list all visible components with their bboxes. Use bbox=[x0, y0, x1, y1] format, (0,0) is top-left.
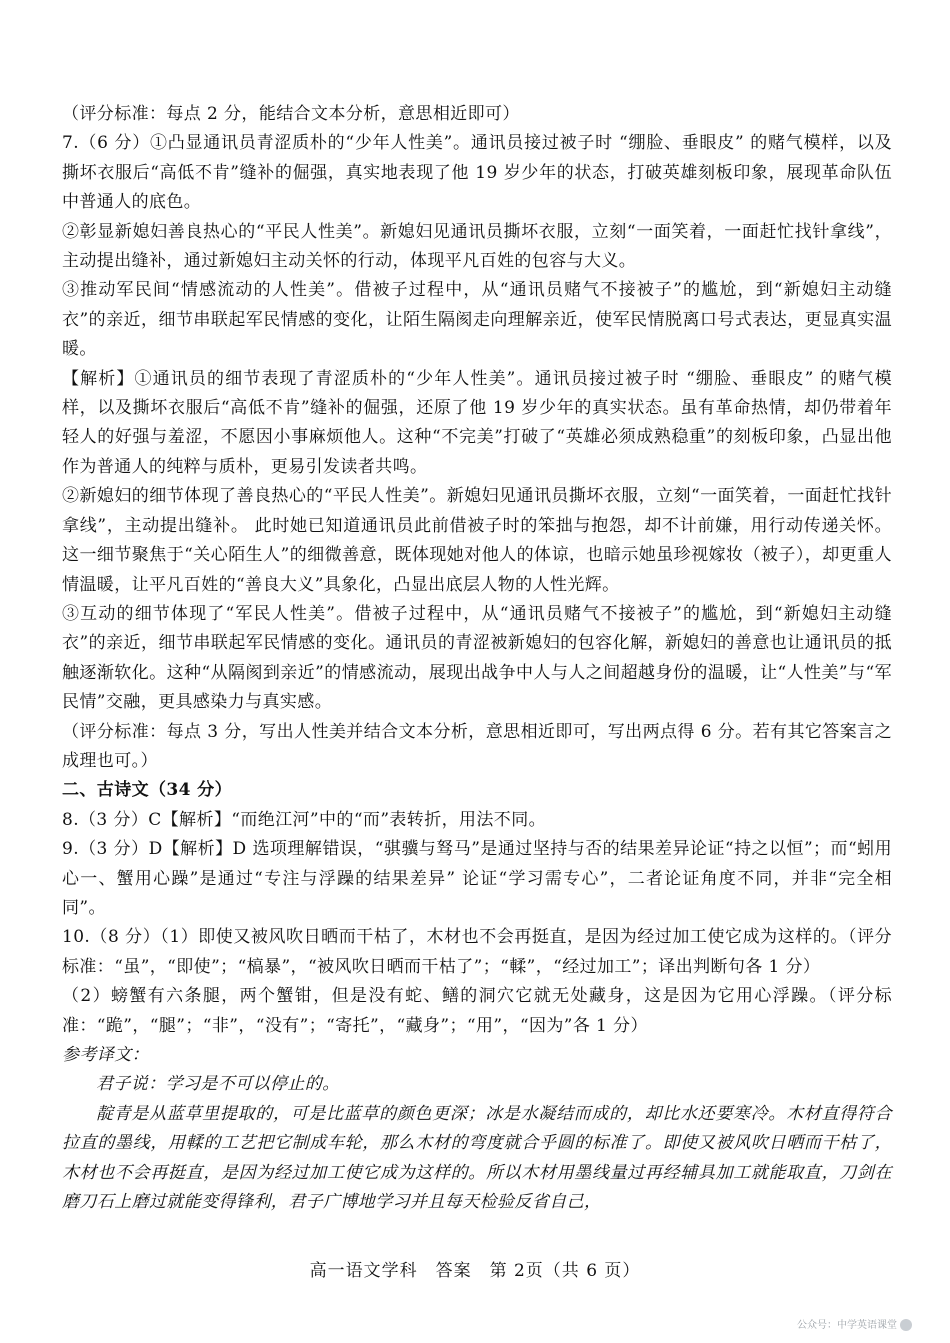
q10-answer-1: 10.（8 分）（1）即使又被风吹日晒而干枯了，木材也不会再挺直，是因为经过加工使它成为这样的。（评分标准：“虽”，“即使”；“槁暴”，“被风吹日晒而干枯了”；“輮”，“经过加工”；译出判断句各 1 分） bbox=[62, 927, 892, 977]
watermark-text: 公众号：中学英语课堂 bbox=[797, 1320, 897, 1331]
q7-analysis-1: 【解析】①通讯员的细节表现了青涩质朴的“少年人性美”。通讯员接过被子时 “绷脸、垂眼皮” 的赌气模样，以及撕坏衣服后“高低不肯”缝补的倔强，还原了他 19 岁少年的真实状态。虽有革命热情，却仍带着年轻人的好强与羞涩，不愿因小事麻烦他人。这种“不完美”打破了“英雄必须成熟稳重”的刻板印象，凸显出他作为普通人的纯粹与质朴，更易引发读者共鸣。 bbox=[62, 368, 892, 477]
wechat-icon bbox=[900, 1319, 912, 1331]
q7-analysis-3: ③互动的细节体现了“军民人性美”。借被子过程中，从“通讯员赌气不接被子”的尴尬，到“新媳妇主动缝衣”的亲近，细节串联起军民情感的变化。通讯员的青涩被新媳妇的包容化解，新媳妇的善意也让通讯员的抵触逐渐软化。这种“从隔阂到亲近”的情感流动，展现出战争中人与人之间超越身份的温暖，让“人性美”与“军民情”交融，更具感染力与真实感。 bbox=[62, 603, 892, 713]
reference-para-2: 靛青是从蓝草里提取的，可是比蓝草的颜色更深；冰是水凝结而成的，却比水还要寒冷。木材直得符合拉直的墨线，用輮的工艺把它制成车轮，那么木材的弯度就合乎圆的标准了。即使又被风吹日晒而干枯了，木材也不会再挺直，是因为经过加工使它成为这样的。所以木材用墨线量过再经辅具加工就能取直，刀剑在磨刀石上磨过就能变得锋利，君子广博地学习并且每天检验反省自己， bbox=[62, 1103, 892, 1213]
q7-answer-1: 7.（6 分）①凸显通讯员青涩质朴的“少年人性美”。通讯员接过被子时 “绷脸、垂眼皮” 的赌气模样，以及撕坏衣服后“高低不肯”缝补的倔强，真实地表现了他 19 岁少年的状态，打破英雄刻板印象，展现革命队伍中普通人的底色。 bbox=[62, 133, 892, 213]
q7-analysis-2: ②新媳妇的细节体现了善良热心的“平民人性美”。新媳妇见通讯员撕坏衣服，立刻“一面笑着，一面赶忙找针拿线”，主动提出缝补。 此时她已知道通讯员此前借被子时的笨拙与抱怨，却不计前嫌，用行动传递关怀。这一细节聚焦于“关心陌生人”的细微善意，既体现她对他人的体谅，也暗示她虽珍视嫁妆（被子），却更重人情温暖，让平凡百姓的“善良大义”具象化，凸显出底层人物的人性光辉。 bbox=[62, 486, 892, 595]
answer-page bbox=[62, 100, 892, 1217]
page-footer: 高一语文学科 答案 第 2页（共 6 页） bbox=[309, 1261, 641, 1281]
q8-answer: 8.（3 分）C【解析】“而绝江河”中的“而”表转折，用法不同。 bbox=[62, 809, 547, 830]
q7-answer-3: ③推动军民间“情感流动的人性美”。借被子过程中，从“通讯员赌气不接被子”的尴尬，到“新媳妇主动缝衣”的亲近，细节串联起军民情感的变化，让陌生隔阂走向理解亲近，使军民情脱离口号式表达，更显真实温暖。 bbox=[62, 280, 892, 360]
q9-answer: 9.（3 分）D【解析】D 选项理解错误，“骐骥与驽马”是通过坚持与否的结果差异论证“持之以恒”；而“蚓用心一、蟹用心躁”是通过“专注与浮躁的结果差异” 论证“学习需专心”，二者论证角度不同，并非“完全相同”。 bbox=[62, 839, 892, 918]
reference-para-1: 君子说：学习是不可以停止的。 bbox=[96, 1074, 340, 1095]
q7-score-note: （评分标准：每点 3 分，写出人性美并结合文本分析，意思相近即可，写出两点得 6 分。若有其它答案言之成理也可。） bbox=[62, 721, 892, 771]
watermark bbox=[797, 1316, 912, 1331]
score-note-p0: （评分标准：每点 2 分，能结合文本分析，意思相近即可） bbox=[62, 104, 520, 124]
section-heading: 二、古诗文（34 分） bbox=[62, 780, 232, 801]
reference-title: 参考译文： bbox=[62, 1045, 149, 1065]
q10-answer-2: （2）螃蟹有六条腿，两个蟹钳，但是没有蛇、鳝的洞穴它就无处藏身，这是因为它用心浮躁。（评分标准：“跪”，“腿”；“非”，“没有”；“寄托”，“藏身”；“用”，“因为”各 1 分） bbox=[62, 986, 892, 1036]
q7-answer-2: ②彰显新媳妇善良热心的“平民人性美”。新媳妇见通讯员撕坏衣服，立刻“一面笑着，一面赶忙找针拿线”，主动提出缝补，通过新媳妇主动关怀的行动，体现平凡百姓的包容与大义。 bbox=[62, 221, 892, 272]
